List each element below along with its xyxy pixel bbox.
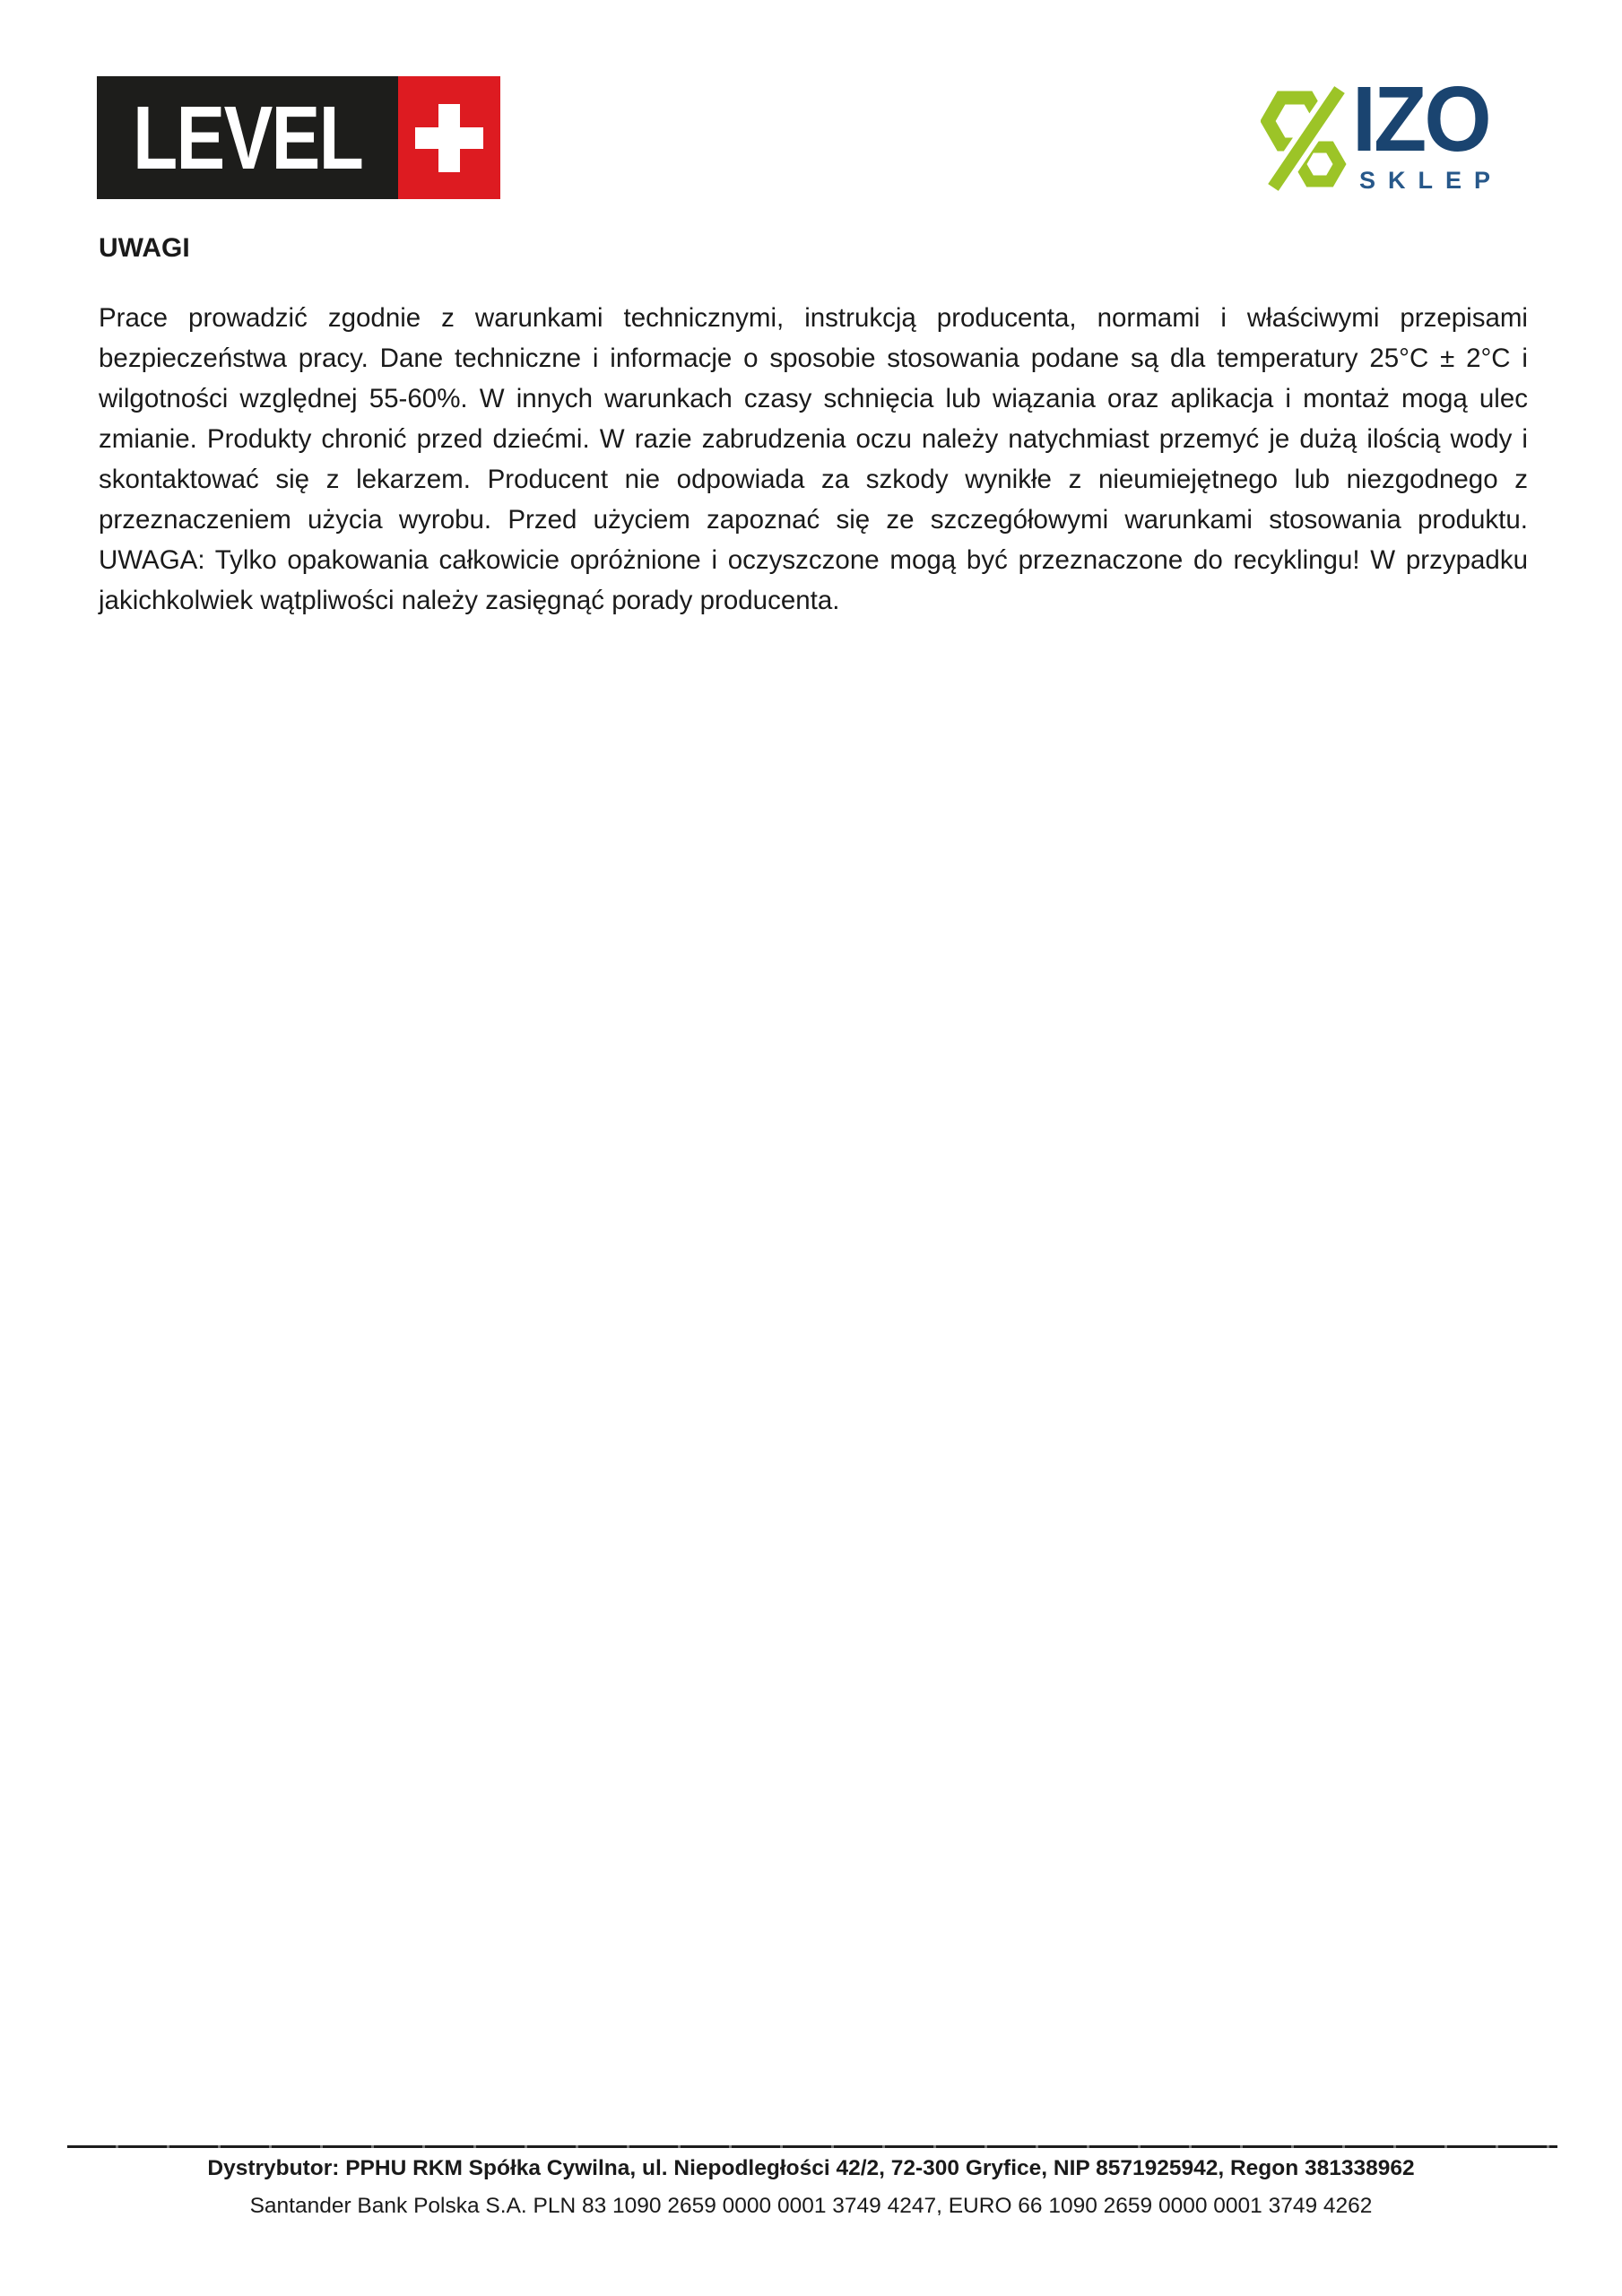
hex-percent-icon xyxy=(1261,85,1354,191)
izo-logo-subtitle: SKLEP xyxy=(1359,167,1504,194)
distributor-line: Dystrybutor: PPHU RKM Spółka Cywilna, ul. Niepodległości 42/2, 72-300 Gryfice, NIP 8571925942, Regon 381338962 xyxy=(207,2156,1415,2180)
izo-sklep-logo xyxy=(1261,67,1530,196)
plus-icon-bar-vertical xyxy=(438,104,460,172)
level-logo-text: LEVEL xyxy=(132,87,363,188)
footer-divider xyxy=(67,2145,1557,2148)
section-heading: UWAGI xyxy=(99,233,190,263)
izo-logo-text: IZO xyxy=(1352,67,1489,170)
body-paragraph: Prace prowadzić zgodnie z warunkami technicznymi, instrukcją producenta, normami i właściwymi przepisami bezpieczeństwa pracy. Dane techniczne i informacje o sposobie stosowania podane są dla temperatury 25°C ± 2°C i wilgotności względnej 55-60%. W innych warunkach czasy schnięcia lub wiązania oraz aplikacja i montaż mogą ulec zmianie. Produkty chronić przed dziećmi. W razie zabrudzenia oczu należy natychmiast przemyć je dużą ilością wody i skontaktować się z lekarzem. Producent nie odpowiada za szkody wynikłe z nieumiejętnego lub niezgodnego z przeznaczeniem użycia wyrobu. Przed użyciem zapoznać się ze szczegółowymi warunkami stosowania produktu. UWAGA: Tylko opakowania całkowicie opróżnione i oczyszczone mogą być przeznaczone do recyklingu! W przypadku jakichkolwiek wątpliwości należy zasięgnąć porady producenta. xyxy=(99,303,1528,615)
level-logo-wordmark xyxy=(97,76,398,199)
level-plus-logo xyxy=(97,76,500,199)
bank-accounts-line: Santander Bank Polska S.A. PLN 83 1090 2659 0000 0001 3749 4247, EURO 66 1090 2659 0000 0001 3749 4262 xyxy=(249,2194,1373,2218)
plus-icon xyxy=(398,76,500,199)
